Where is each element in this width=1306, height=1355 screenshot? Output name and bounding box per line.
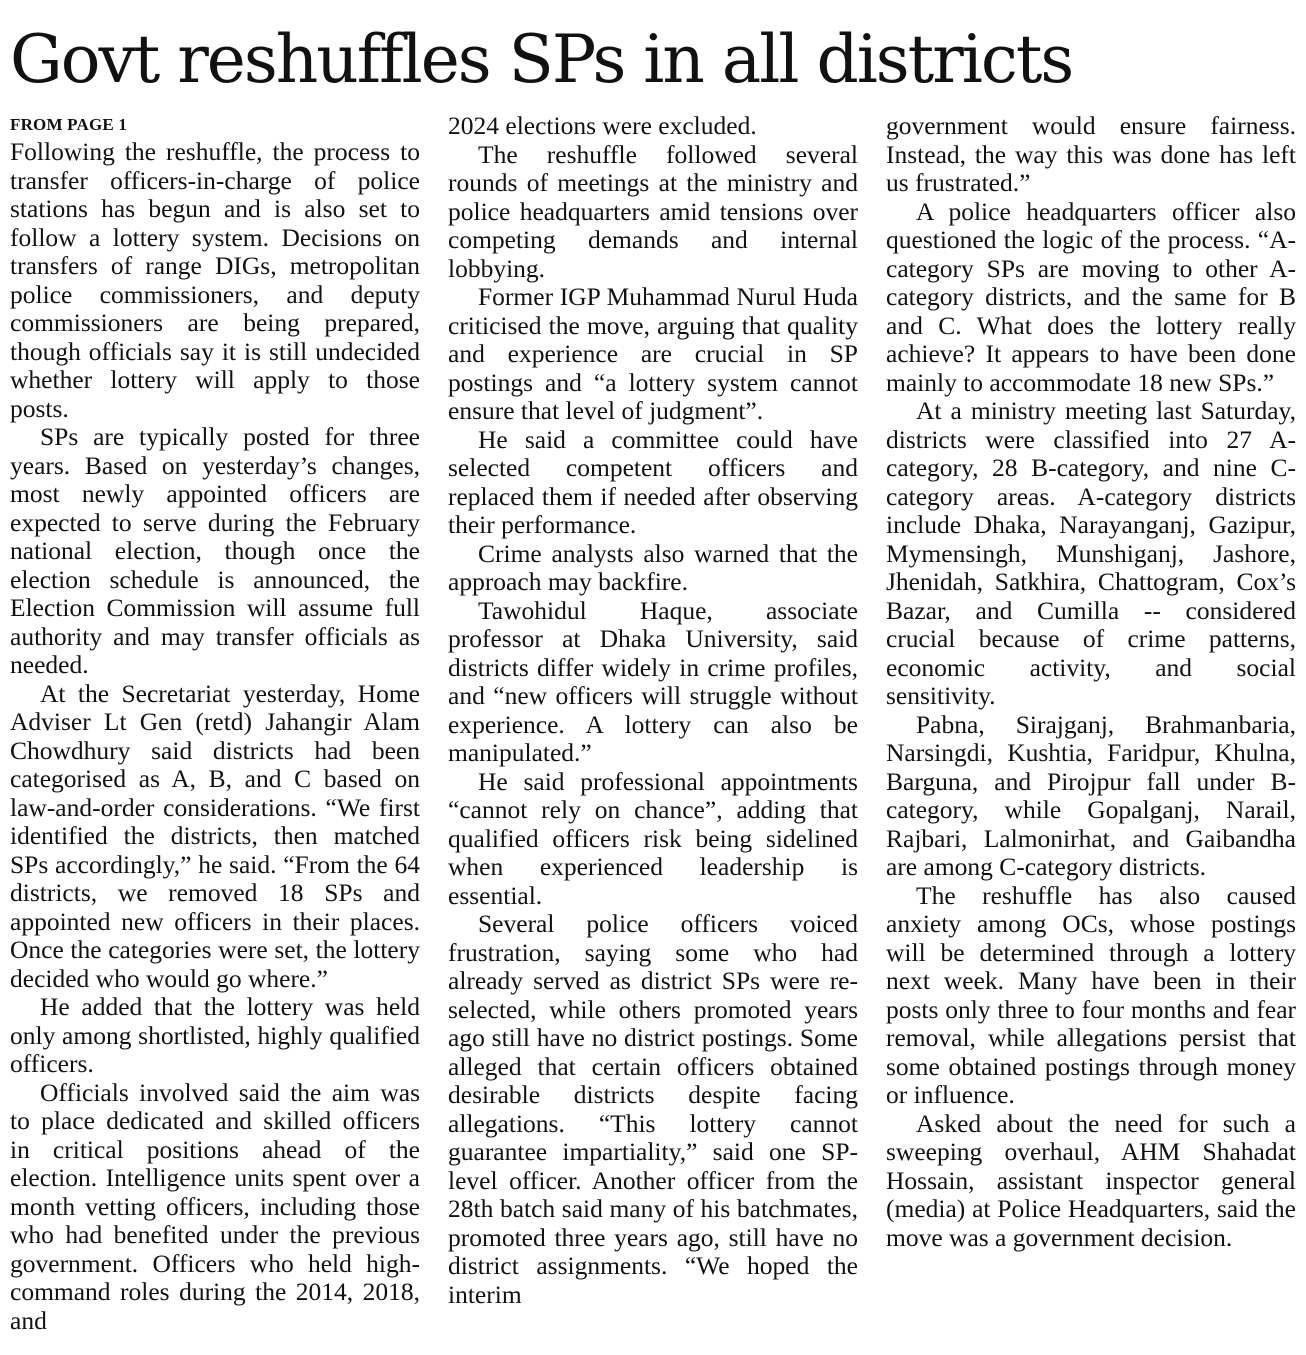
paragraph: Following the reshuffle, the process to transfer officers-in-charge of police stations has begun and is also set to follow a lottery system. Decisions on transfers of range DIGs, metropolitan police commissioners, and deputy commissioners are being prepared, though officials say it is still undecided whether lottery will apply to those posts. — [10, 137, 420, 423]
column-2 — [448, 112, 858, 1309]
headline: Govt reshuffles SPs in all districts — [10, 21, 1073, 98]
paragraph: At a ministry meeting last Saturday, districts were classified into 27 A-category, 28 B-category, and nine C-category areas. A-category districts include Dhaka, Narayanganj, Gazipur, Mymensingh, Munshiganj, Jashore, Jhenidah, Satkhira, Chattogram, Cox’s Bazar, and Cumilla -- considered crucial because of crime patterns, economic activity, and social sensitivity. — [886, 396, 1296, 710]
paragraph-continued: 2024 elections were excluded. — [448, 111, 757, 140]
paragraph: Several police officers voiced frustration, saying some who had already served as district SPs were re-selected, while others promoted years ago still have no district postings. Some alleged that certain officers obtained desirable districts despite facing allegations. “This lottery cannot guarantee impartiality,” said one SP-level officer. Another officer from the 28th batch said many of his batchmates, promoted three years ago, still have no district assignments. “We hoped the interim — [448, 909, 858, 1309]
paragraph: He added that the lottery was held only among shortlisted, highly qualified officers. — [10, 992, 420, 1078]
article-body — [10, 112, 1296, 1348]
paragraph: He said professional appointments “cannot rely on chance”, adding that qualified officers risk being sidelined when experienced leadership is essential. — [448, 766, 858, 910]
jump-kicker: FROM PAGE 1 — [10, 115, 128, 134]
column-3 — [886, 112, 1296, 1252]
paragraph: Tawohidul Haque, associate professor at Dhaka University, said districts differ widely in crime profiles, and “new officers will struggle without experience. A lottery can also be manipulated.” — [448, 595, 858, 767]
paragraph: At the Secretariat yesterday, Home Adviser Lt Gen (retd) Jahangir Alam Chowdhury said districts had been categorised as A, B, and C based on law-and-order considerations. “We first identified the districts, then matched SPs accordingly,” he said. “From the 64 districts, we removed 18 SPs and appointed new officers in their places. Once the categories were set, the lottery decided who would go where.” — [10, 678, 420, 993]
paragraph: Former IGP Muhammad Nurul Huda criticised the move, arguing that quality and experience are crucial in SP postings and “a lottery system cannot ensure that level of judgment”. — [448, 282, 858, 425]
paragraph: Crime analysts also warned that the approach may backfire. — [448, 538, 858, 596]
paragraph: The reshuffle followed several rounds of meetings at the ministry and police headquarters amid tensions over competing demands and internal lobbying. — [448, 139, 858, 283]
paragraph: He said a committee could have selected competent officers and replaced them if needed after observing their performance. — [448, 424, 858, 539]
paragraph: Pabna, Sirajganj, Brahmanbaria, Narsingdi, Kushtia, Faridpur, Khulna, Barguna, and Pirojpur fall under B-category, while Gopalganj, Narail, Rajbari, Lalmonirhat, and Gaibandha are among C-category districts. — [886, 709, 1296, 881]
paragraph: SPs are typically posted for three years. Based on yesterday’s changes, most newly appointed officers are expected to serve during the February national election, though once the election schedule is announced, the Election Commission will assume full authority and may transfer officials as needed. — [10, 422, 420, 679]
paragraph: A police headquarters officer also questioned the logic of the process. “A-category SPs are moving to other A-category districts, and the same for B and C. What does the lottery really achieve? It appears to have been done mainly to accommodate 18 new SPs.” — [886, 196, 1296, 397]
column-1 — [10, 112, 420, 1335]
paragraph: The reshuffle has also caused anxiety among OCs, whose postings will be determined through a lottery next week. Many have been in their posts only three to four months and fear removal, while allegations persist that some obtained postings through money or influence. — [886, 880, 1296, 1109]
paragraph-continued: government would ensure fairness. Instead, the way this was done has left us frustrated.” — [886, 111, 1296, 197]
paragraph: Officials involved said the aim was to place dedicated and skilled officers in critical positions ahead of the election. Intelligence units spent over a month vetting officers, including those who had benefited under the previous government. Officers who held high-command roles during the 2014, 2018, and — [10, 1077, 420, 1335]
paragraph: Asked about the need for such a sweeping overhaul, AHM Shahadat Hossain, assistant inspector general (media) at Police Headquarters, said the move was a government decision. — [886, 1108, 1296, 1252]
